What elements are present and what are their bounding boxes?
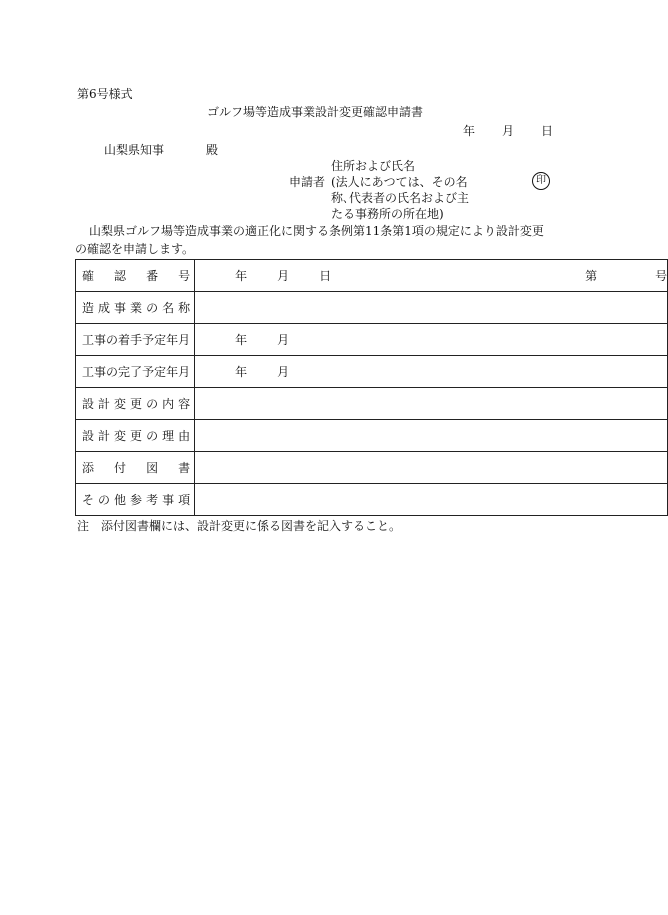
label-char: 添: [82, 461, 95, 475]
label-char: 工: [82, 365, 95, 379]
applicant-details: [331, 158, 469, 222]
label-char: 計: [98, 397, 111, 411]
row-label: [76, 260, 195, 292]
applicant-line: 称､代表者の氏名および主: [331, 191, 470, 205]
row-label: [76, 356, 195, 388]
row-label: [76, 452, 195, 484]
table-row-change-content: [76, 388, 668, 420]
label-char: 事: [94, 333, 107, 347]
label-char: 年: [166, 333, 179, 347]
label-char: 工: [82, 333, 95, 347]
month-label: 月: [277, 365, 290, 379]
date-line: [463, 123, 553, 139]
table-row-attachments: [76, 452, 668, 484]
table-row-confirmation: [76, 260, 668, 292]
label-char: 着: [118, 333, 131, 347]
addressee-name: 山梨県知事: [104, 143, 165, 157]
label-char: 月: [178, 333, 191, 347]
table-row-completion-date: [76, 356, 668, 388]
label-char: 確: [82, 269, 95, 283]
label-char: 手: [130, 333, 143, 347]
label-char: 定: [154, 365, 167, 379]
confirmation-value-cell[interactable]: [195, 260, 668, 292]
row-label: [76, 420, 195, 452]
label-char: 予: [142, 333, 155, 347]
seal-mark: 印: [532, 172, 550, 190]
label-char: 称: [178, 301, 191, 315]
label-char: 項: [178, 493, 191, 507]
label-char: 事: [94, 365, 107, 379]
applicant-line: 住所および氏名: [331, 159, 416, 173]
label-char: の: [106, 365, 119, 379]
change-content-cell[interactable]: [195, 388, 668, 420]
attachments-cell[interactable]: [195, 452, 668, 484]
applicant-label: 申請者: [289, 175, 326, 189]
row-label: [76, 484, 195, 516]
label-char: の: [146, 397, 159, 411]
body-text: [75, 222, 560, 258]
label-char: 年: [166, 365, 179, 379]
label-char: 付: [114, 461, 127, 475]
label-char: 名: [162, 301, 175, 315]
label-char: 考: [146, 493, 159, 507]
table-row-start-date: [76, 324, 668, 356]
label-char: 番: [146, 269, 159, 283]
confirmation-number-prefix: 第: [585, 269, 598, 283]
label-char: 更: [130, 397, 143, 411]
label-char: 理: [162, 429, 175, 443]
label-char: の: [146, 429, 159, 443]
label-char: 認: [114, 269, 127, 283]
date-year-label: 年: [463, 124, 476, 138]
label-char: 変: [114, 397, 127, 411]
label-char: 変: [114, 429, 127, 443]
label-char: 他: [114, 493, 127, 507]
applicant-line: たる事務所の所在地): [331, 207, 444, 221]
label-char: 書: [178, 461, 191, 475]
label-char: そ: [82, 493, 95, 507]
body-text-line: の確認を申請します。: [75, 242, 195, 256]
label-char: 完: [118, 365, 131, 379]
date-month-label: 月: [501, 124, 514, 138]
label-char: 成: [98, 301, 111, 315]
label-char: 予: [142, 365, 155, 379]
addressee-honorific: 殿: [206, 143, 219, 157]
month-label: 月: [277, 333, 290, 347]
date-day-label: 日: [540, 124, 553, 138]
table-row-project-name: [76, 292, 668, 324]
table-row-change-reason: [76, 420, 668, 452]
label-char: の: [146, 301, 159, 315]
label-char: 参: [130, 493, 143, 507]
start-date-cell[interactable]: [195, 324, 668, 356]
label-char: 更: [130, 429, 143, 443]
row-label: [76, 324, 195, 356]
label-char: 由: [178, 429, 191, 443]
form-table: [75, 259, 668, 516]
row-label: [76, 292, 195, 324]
label-char: の: [106, 333, 119, 347]
label-char: 号: [178, 269, 191, 283]
form-title: ゴルフ場等造成事業設計変更確認申請書: [207, 105, 424, 119]
note-text: 注 添付図書欄には、設計変更に係る図書を記入すること。: [77, 519, 402, 533]
other-references-cell[interactable]: [195, 484, 668, 516]
label-char: の: [98, 493, 111, 507]
body-text-line: 山梨県ゴルフ場等造成事業の適正化に関する条例第11条第1項の規定により設計変更: [89, 224, 544, 238]
year-label: 年: [235, 333, 248, 347]
label-char: 内: [162, 397, 175, 411]
label-char: 容: [178, 397, 191, 411]
confirmation-month-label: 月: [277, 269, 290, 283]
completion-date-cell[interactable]: [195, 356, 668, 388]
change-reason-cell[interactable]: [195, 420, 668, 452]
label-char: 図: [146, 461, 159, 475]
label-char: 設: [82, 429, 95, 443]
applicant-line: (法人にあつては、その名: [331, 175, 468, 189]
label-char: 定: [154, 333, 167, 347]
label-char: 業: [130, 301, 143, 315]
form-number: 第6号様式: [77, 87, 133, 101]
label-char: 月: [178, 365, 191, 379]
confirmation-number-suffix: 号: [655, 269, 668, 283]
row-label: [76, 388, 195, 420]
label-char: 事: [162, 493, 175, 507]
confirmation-year-label: 年: [235, 269, 248, 283]
label-char: 設: [82, 397, 95, 411]
year-label: 年: [235, 365, 248, 379]
label-char: 了: [130, 365, 143, 379]
label-char: 造: [82, 301, 95, 315]
label-char: 計: [98, 429, 111, 443]
project-name-cell[interactable]: [195, 292, 668, 324]
confirmation-day-label: 日: [319, 269, 332, 283]
table-row-other-references: [76, 484, 668, 516]
label-char: 事: [114, 301, 127, 315]
